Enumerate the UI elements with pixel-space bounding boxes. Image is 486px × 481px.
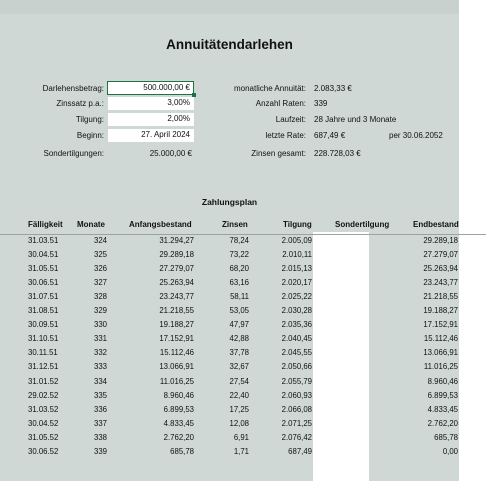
cell-anfangsbestand: 6.899,53 <box>163 404 194 414</box>
cell-tilgung: 2.020,17 <box>281 278 312 288</box>
cell-endbestand: 27.279,07 <box>423 250 458 260</box>
beginn-cell[interactable]: 27. April 2024 <box>108 129 194 142</box>
cell-endbestand: 19.188,27 <box>423 306 458 316</box>
table-row <box>0 362 459 376</box>
cell-faelligkeit: 31.01.52 <box>28 376 59 386</box>
table-row <box>0 320 459 334</box>
cell-zinsen: 53,05 <box>229 306 249 316</box>
cell-monate: 330 <box>93 320 107 330</box>
zinssatz-cell[interactable]: 3,00% <box>108 97 194 110</box>
cell-tilgung: 2.010,11 <box>282 250 312 260</box>
cell-zinsen: 68,20 <box>229 264 249 274</box>
cell-anfangsbestand: 19.188,27 <box>159 320 194 330</box>
table-row <box>0 348 459 362</box>
cell-faelligkeit: 31.05.52 <box>28 432 59 442</box>
cell-zinsen: 42,88 <box>229 334 249 344</box>
cell-zinsen: 58,11 <box>230 292 249 302</box>
cell-anfangsbestand: 25.263,94 <box>159 278 194 288</box>
cell-anfangsbestand: 685,78 <box>170 446 194 456</box>
cell-anfangsbestand: 21.218,55 <box>159 306 194 316</box>
table-row <box>0 433 459 447</box>
table-row <box>0 292 459 306</box>
sondertilgungen-value[interactable]: 25.000,00 € <box>149 149 192 158</box>
table-row <box>0 447 459 461</box>
cell-tilgung: 2.015,13 <box>281 264 312 274</box>
cell-endbestand: 0,00 <box>442 446 458 456</box>
cell-monate: 331 <box>93 334 107 344</box>
label-tilgung: Tilgung: <box>75 115 104 124</box>
cell-anfangsbestand: 27.279,07 <box>159 264 194 274</box>
cell-anfangsbestand: 31.294,27 <box>159 236 194 245</box>
col-header-zinsen: Zinsen <box>222 220 248 229</box>
cell-zinsen: 6,91 <box>233 432 249 442</box>
cell-tilgung: 2.045,55 <box>281 348 312 358</box>
table-row <box>0 419 459 433</box>
cell-tilgung: 2.055,79 <box>281 376 312 386</box>
cell-faelligkeit: 30.06.51 <box>28 278 59 288</box>
cell-endbestand: 13.066,91 <box>423 348 458 358</box>
cell-monate: 327 <box>93 278 107 288</box>
cell-monate: 334 <box>93 376 107 386</box>
cell-monate: 337 <box>93 418 107 428</box>
cell-monate: 325 <box>93 250 107 260</box>
cell-monate: 339 <box>93 446 107 456</box>
cell-tilgung: 2.050,66 <box>281 362 312 372</box>
table-row <box>0 377 459 391</box>
table-row <box>0 405 459 419</box>
cell-endbestand: 29.289,18 <box>423 236 458 245</box>
cell-tilgung: 2.060,93 <box>281 390 312 400</box>
cell-faelligkeit: 30.11.51 <box>28 348 58 358</box>
cell-faelligkeit: 29.02.52 <box>28 390 59 400</box>
cell-faelligkeit: 30.04.52 <box>28 418 59 428</box>
cell-monate: 326 <box>93 264 107 274</box>
right-margin <box>459 0 486 481</box>
top-bar <box>0 0 459 14</box>
cell-endbestand: 8.960,46 <box>427 376 458 386</box>
col-header-anfangsbestand: Anfangsbestand <box>129 220 192 229</box>
cell-tilgung: 2.035,36 <box>281 320 312 330</box>
label-raten: Anzahl Raten: <box>255 99 306 108</box>
cell-tilgung: 2.066,08 <box>281 404 312 414</box>
table-row <box>0 250 459 264</box>
cell-tilgung: 2.071,25 <box>281 418 312 428</box>
zinsen-value: 228.728,03 € <box>314 149 361 158</box>
cell-zinsen: 27,54 <box>229 376 249 386</box>
col-header-endbestand: Endbestand <box>413 220 459 229</box>
cell-zinsen: 78,24 <box>229 236 249 245</box>
cell-tilgung: 2.025,22 <box>281 292 312 302</box>
col-header-faelligkeit: Fälligkeit <box>28 220 63 229</box>
cell-anfangsbestand: 2.762,20 <box>163 432 194 442</box>
cell-endbestand: 6.899,53 <box>427 390 458 400</box>
cell-zinsen: 12,08 <box>229 418 249 428</box>
cell-monate: 324 <box>93 236 107 245</box>
table-row <box>0 334 459 348</box>
cell-monate: 333 <box>93 362 107 372</box>
cell-zinsen: 32,67 <box>229 362 249 372</box>
cell-anfangsbestand: 8.960,46 <box>163 390 194 400</box>
table-row <box>0 264 459 278</box>
cell-anfangsbestand: 29.289,18 <box>159 250 194 260</box>
cell-faelligkeit: 31.10.51 <box>28 334 59 344</box>
cell-monate: 338 <box>93 432 107 442</box>
cell-endbestand: 4.833,45 <box>427 404 458 414</box>
cell-monate: 328 <box>93 292 107 302</box>
cell-faelligkeit: 30.09.51 <box>28 320 59 330</box>
cell-monate: 335 <box>93 390 107 400</box>
label-zinssatz: Zinssatz p.a.: <box>56 99 104 108</box>
raten-value: 339 <box>314 99 328 108</box>
cell-faelligkeit: 31.07.51 <box>28 292 59 302</box>
table-row <box>0 236 459 250</box>
cell-anfangsbestand: 15.112,46 <box>159 348 194 358</box>
label-letzte-rate: letzte Rate: <box>265 131 306 140</box>
cell-monate: 332 <box>93 348 107 358</box>
tilgung-cell[interactable]: 2,00% <box>108 113 194 126</box>
cell-tilgung: 2.005,09 <box>281 236 312 245</box>
cell-tilgung: 687,49 <box>288 446 312 456</box>
letzte-rate-date: per 30.06.2052 <box>389 131 443 140</box>
cell-endbestand: 11.016,25 <box>423 362 458 372</box>
label-sondertilgungen: Sondertilgungen: <box>43 149 104 158</box>
cell-endbestand: 17.152,91 <box>423 320 458 330</box>
table-row <box>0 278 459 292</box>
label-annuitaet: monatliche Annuität: <box>233 84 306 93</box>
cell-endbestand: 21.218,55 <box>423 292 458 302</box>
cell-zinsen: 22,40 <box>229 390 249 400</box>
col-header-monate: Monate <box>77 220 105 229</box>
cell-anfangsbestand: 11.016,25 <box>159 376 194 386</box>
cell-anfangsbestand: 17.152,91 <box>159 334 194 344</box>
cell-zinsen: 63,16 <box>229 278 249 288</box>
cell-faelligkeit: 31.12.51 <box>28 362 59 372</box>
cell-zinsen: 1,71 <box>233 446 249 456</box>
letzte-rate-value: 687,49 € <box>314 131 346 140</box>
plan-title: Zahlungsplan <box>201 197 258 207</box>
cell-anfangsbestand: 13.066,91 <box>159 362 194 372</box>
cell-anfangsbestand: 23.243,77 <box>159 292 194 302</box>
label-zinsen: Zinsen gesamt: <box>251 149 306 158</box>
cell-faelligkeit: 31.03.52 <box>28 404 59 414</box>
cell-tilgung: 2.076,42 <box>281 432 312 442</box>
cell-faelligkeit: 30.04.51 <box>28 250 59 260</box>
cell-endbestand: 25.263,94 <box>423 264 458 274</box>
freeze-line <box>0 234 486 235</box>
col-header-tilgung: Tilgung <box>283 220 312 229</box>
cell-endbestand: 23.243,77 <box>423 278 458 288</box>
cell-zinsen: 17,25 <box>229 404 249 414</box>
laufzeit-value: 28 Jahre und 3 Monate <box>314 115 397 124</box>
cell-monate: 336 <box>93 404 107 414</box>
cell-endbestand: 15.112,46 <box>423 334 458 344</box>
cell-zinsen: 37,78 <box>229 348 249 358</box>
cell-zinsen: 73,22 <box>229 250 249 260</box>
cell-faelligkeit: 31.05.51 <box>28 264 59 274</box>
label-laufzeit: Laufzeit: <box>275 115 306 124</box>
page-title: Annuitätendarlehen <box>166 37 293 52</box>
cell-endbestand: 2.762,20 <box>427 418 458 428</box>
cell-tilgung: 2.040,45 <box>281 334 312 344</box>
cell-faelligkeit: 31.03.51 <box>28 236 59 245</box>
cell-endbestand: 685,78 <box>434 432 458 442</box>
cell-monate: 329 <box>93 306 107 316</box>
annuitaet-value: 2.083,33 € <box>314 84 352 93</box>
table-row <box>0 391 459 405</box>
cell-faelligkeit: 31.08.51 <box>28 306 59 316</box>
cell-anfangsbestand: 4.833,45 <box>163 418 194 428</box>
label-beginn: Beginn: <box>76 131 104 140</box>
label-darlehensbetrag: Darlehensbetrag: <box>42 84 104 93</box>
col-header-sondertilgung: Sondertilgung <box>335 220 390 229</box>
cell-faelligkeit: 30.06.52 <box>28 446 59 456</box>
darlehensbetrag-cell[interactable]: 500.000,00 € <box>107 81 194 95</box>
cell-zinsen: 47,97 <box>229 320 249 330</box>
cell-tilgung: 2.030,28 <box>281 306 312 316</box>
table-row <box>0 306 459 320</box>
